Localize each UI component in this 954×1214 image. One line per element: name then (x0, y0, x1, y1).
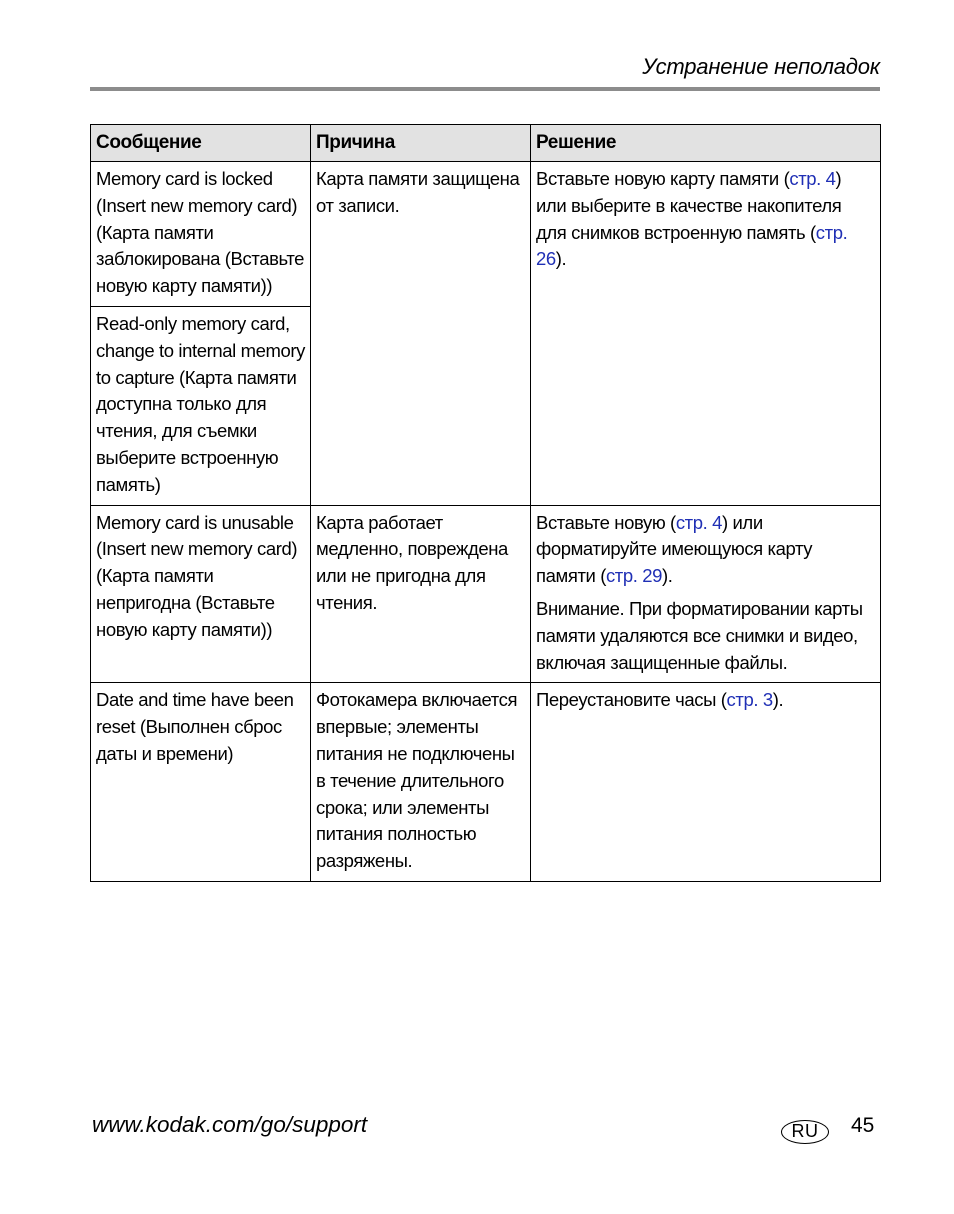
table-row (91, 683, 881, 882)
page-link[interactable]: стр. 29 (605, 565, 663, 587)
solution-text: Вставьте новую карту памяти ( (536, 168, 790, 189)
header-divider (90, 87, 880, 91)
solution-text: ). (555, 248, 567, 270)
solution-cell (531, 505, 881, 683)
column-header-message: Сообщение (91, 125, 311, 162)
solution-paragraph (536, 510, 876, 590)
troubleshooting-table (90, 124, 881, 882)
table-row (91, 162, 881, 307)
page-header-title: Устранение неполадок (642, 54, 880, 79)
solution-cell (531, 683, 881, 882)
message-cell: Memory card is locked (Insert new memory card) (Карта памяти заблокирована (Вставьте новую карту памяти)) (91, 162, 311, 307)
page-link[interactable]: стр. 3 (726, 689, 773, 711)
warning-note: Внимание. При форматировании карты памяти удаляются все снимки и видео, включая защищенные файлы. (536, 597, 863, 673)
language-badge: RU (781, 1120, 829, 1144)
support-url[interactable]: www.kodak.com/go/support (92, 1112, 368, 1137)
column-header-solution: Решение (531, 125, 881, 162)
column-header-cause: Причина (311, 125, 531, 162)
solution-text: ) или выберите в качестве накопителя для снимков встроенную память ( (536, 168, 842, 243)
solution-text: ) или форматируйте имеющуюся карту памяти ( (536, 511, 813, 587)
message-cell: Memory card is unusable (Insert new memory card) (Карта памяти непригодна (Вставьте новую карту памяти)) (91, 505, 311, 683)
solution-text: Вставьте новую ( (536, 511, 676, 533)
solution-text: Переустановите часы ( (536, 689, 727, 711)
page-link[interactable]: стр. 26 (536, 221, 848, 270)
page-link[interactable]: стр. 4 (675, 511, 722, 533)
cause-cell: Карта работает медленно, повреждена или не пригодна для чтения. (311, 505, 531, 683)
solution-cell (531, 162, 881, 506)
cause-cell: Фотокамера включается впервые; элементы питания не подключены в течение длительного срока; или элементы питания полностью разряжены. (311, 683, 531, 882)
page-link[interactable]: стр. 4 (789, 168, 836, 189)
table-row (91, 505, 881, 683)
message-cell: Read-only memory card, change to internal memory to capture (Карта памяти доступна только для чтения, для съемки выберите встроенную память) (91, 306, 311, 505)
message-cell: Date and time have been reset (Выполнен сброс даты и времени) (91, 683, 311, 882)
solution-text: ). (772, 689, 784, 711)
solution-text: ). (662, 565, 673, 587)
page-number: 45 (851, 1114, 875, 1137)
cause-cell: Карта памяти защищена от записи. (311, 162, 531, 506)
table-header-row (91, 125, 881, 162)
